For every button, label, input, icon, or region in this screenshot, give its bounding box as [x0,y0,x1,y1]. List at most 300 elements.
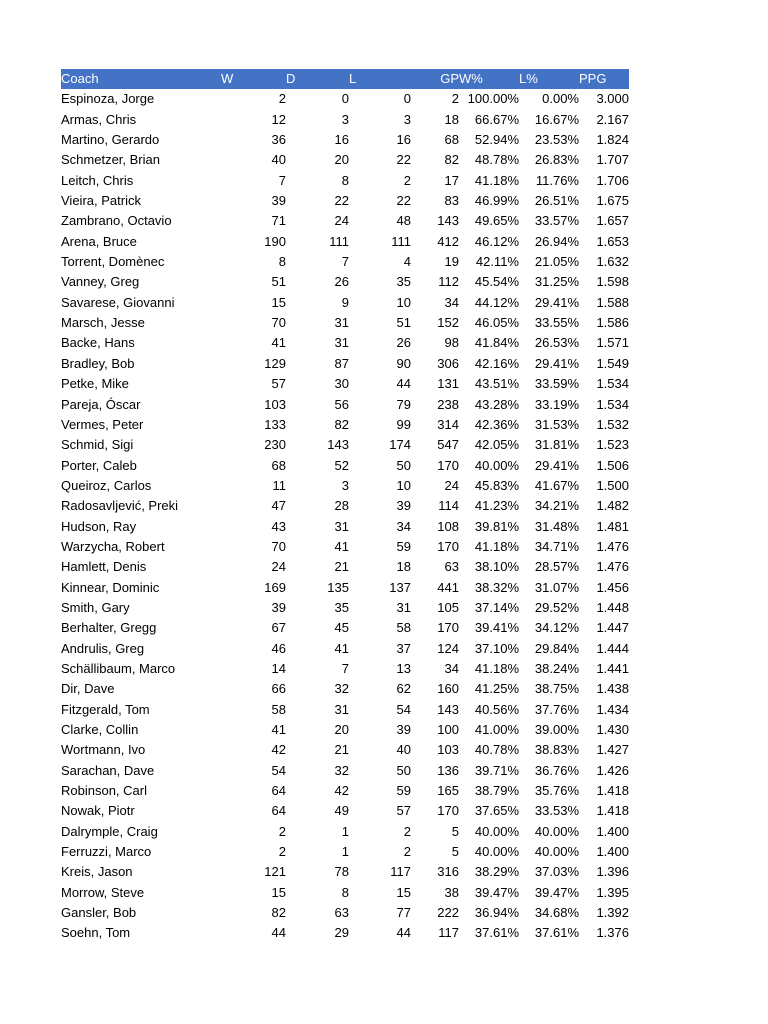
cell-games-played[interactable]: 160 [437,681,459,697]
cell-loss-pct[interactable]: 34.71% [534,538,579,554]
cell-draws[interactable]: 9 [341,294,349,310]
cell-wins[interactable]: 70 [271,538,286,554]
cell-losses[interactable]: 22 [396,193,411,209]
header-w-pct[interactable]: W% [459,71,483,86]
cell-coach-name[interactable]: Savarese, Giovanni [61,294,175,310]
cell-losses[interactable]: 44 [396,925,411,941]
cell-losses[interactable]: 40 [396,742,411,758]
cell-points-per-game[interactable]: 1.444 [596,640,629,656]
cell-games-played[interactable]: 143 [437,213,459,229]
cell-points-per-game[interactable]: 1.418 [596,803,629,819]
cell-loss-pct[interactable]: 37.61% [534,925,579,941]
cell-win-pct[interactable]: 40.00% [474,823,519,839]
cell-points-per-game[interactable]: 1.657 [596,213,629,229]
cell-points-per-game[interactable]: 1.500 [596,477,629,493]
cell-losses[interactable]: 37 [396,640,411,656]
cell-games-played[interactable]: 412 [437,233,459,249]
cell-draws[interactable]: 26 [334,274,349,290]
cell-losses[interactable]: 10 [396,477,411,493]
cell-points-per-game[interactable]: 1.456 [596,579,629,595]
cell-win-pct[interactable]: 40.56% [474,701,519,717]
cell-coach-name[interactable]: Kreis, Jason [61,864,133,880]
cell-win-pct[interactable]: 41.84% [474,335,519,351]
cell-wins[interactable]: 82 [271,905,286,921]
cell-coach-name[interactable]: Nowak, Piotr [61,803,135,819]
cell-losses[interactable]: 13 [396,660,411,676]
cell-loss-pct[interactable]: 31.53% [534,416,579,432]
cell-draws[interactable]: 63 [334,905,349,921]
cell-loss-pct[interactable]: 40.00% [534,844,579,860]
cell-win-pct[interactable]: 66.67% [474,111,519,127]
cell-coach-name[interactable]: Robinson, Carl [61,783,147,799]
cell-draws[interactable]: 16 [334,132,349,148]
cell-wins[interactable]: 133 [264,416,286,432]
cell-win-pct[interactable]: 48.78% [474,152,519,168]
cell-win-pct[interactable]: 39.71% [474,762,519,778]
cell-coach-name[interactable]: Martino, Gerardo [61,132,160,148]
cell-loss-pct[interactable]: 26.51% [534,193,579,209]
cell-win-pct[interactable]: 42.05% [474,437,519,453]
cell-losses[interactable]: 57 [396,803,411,819]
cell-points-per-game[interactable]: 1.598 [596,274,629,290]
cell-losses[interactable]: 4 [403,254,411,270]
cell-win-pct[interactable]: 52.94% [474,132,519,148]
cell-wins[interactable]: 2 [278,823,286,839]
cell-wins[interactable]: 68 [271,457,286,473]
cell-wins[interactable]: 24 [271,559,286,575]
cell-loss-pct[interactable]: 31.81% [534,437,579,453]
cell-losses[interactable]: 39 [396,498,411,514]
cell-draws[interactable]: 52 [334,457,349,473]
cell-coach-name[interactable]: Clarke, Collin [61,722,139,737]
cell-games-played[interactable]: 105 [437,599,459,615]
cell-games-played[interactable]: 108 [437,518,459,534]
cell-wins[interactable]: 2 [278,91,286,107]
cell-wins[interactable]: 2 [278,844,286,860]
cell-loss-pct[interactable]: 35.76% [534,783,579,799]
cell-draws[interactable]: 31 [334,518,349,534]
cell-loss-pct[interactable]: 11.76% [535,172,579,188]
cell-wins[interactable]: 230 [264,437,286,453]
cell-wins[interactable]: 51 [271,274,286,290]
cell-wins[interactable]: 11 [272,477,286,493]
cell-wins[interactable]: 7 [278,172,286,188]
cell-points-per-game[interactable]: 1.653 [596,233,629,249]
cell-losses[interactable]: 54 [396,701,411,717]
cell-win-pct[interactable]: 45.83% [474,477,519,493]
cell-games-played[interactable]: 17 [444,172,459,188]
cell-points-per-game[interactable]: 1.376 [596,925,629,941]
cell-losses[interactable]: 59 [396,538,411,554]
cell-win-pct[interactable]: 37.65% [474,803,519,819]
cell-games-played[interactable]: 82 [444,152,459,168]
cell-win-pct[interactable]: 40.00% [474,844,519,860]
cell-draws[interactable]: 3 [341,111,349,127]
cell-points-per-game[interactable]: 1.434 [596,701,629,717]
cell-points-per-game[interactable]: 1.534 [596,376,629,392]
cell-coach-name[interactable]: Porter, Caleb [61,457,137,473]
header-l-pct[interactable]: L% [519,71,538,86]
cell-losses[interactable]: 111 [391,233,411,249]
cell-points-per-game[interactable]: 1.534 [596,396,629,412]
cell-win-pct[interactable]: 41.00% [474,722,519,737]
cell-draws[interactable]: 21 [334,559,349,575]
header-l[interactable]: L [349,71,357,86]
cell-loss-pct[interactable]: 29.41% [534,457,579,473]
cell-games-played[interactable]: 306 [437,355,459,371]
cell-wins[interactable]: 15 [271,294,286,310]
cell-games-played[interactable]: 316 [437,864,459,880]
cell-wins[interactable]: 41 [271,722,286,737]
cell-loss-pct[interactable]: 34.68% [534,905,579,921]
cell-games-played[interactable]: 441 [437,579,459,595]
cell-win-pct[interactable]: 49.65% [474,213,519,229]
cell-games-played[interactable]: 165 [437,783,459,799]
cell-loss-pct[interactable]: 37.76% [534,701,579,717]
cell-wins[interactable]: 8 [278,254,286,270]
cell-loss-pct[interactable]: 41.67% [534,477,579,493]
cell-points-per-game[interactable]: 1.675 [596,193,629,209]
cell-games-played[interactable]: 24 [444,477,459,493]
cell-points-per-game[interactable]: 1.523 [596,437,629,453]
cell-loss-pct[interactable]: 31.48% [534,518,579,534]
cell-win-pct[interactable]: 39.41% [474,620,519,636]
cell-coach-name[interactable]: Backe, Hans [61,335,135,351]
cell-coach-name[interactable]: Schmid, Sigi [61,437,134,453]
cell-loss-pct[interactable]: 38.83% [534,742,579,758]
cell-coach-name[interactable]: Espinoza, Jorge [61,91,155,107]
cell-games-played[interactable]: 314 [437,416,459,432]
cell-points-per-game[interactable]: 1.438 [596,681,629,697]
cell-draws[interactable]: 31 [334,701,349,717]
cell-win-pct[interactable]: 44.12% [474,294,519,310]
cell-wins[interactable]: 15 [271,884,286,900]
cell-games-played[interactable]: 34 [444,294,459,310]
cell-coach-name[interactable]: Queiroz, Carlos [61,477,152,493]
cell-points-per-game[interactable]: 1.400 [596,823,629,839]
cell-points-per-game[interactable]: 1.395 [596,884,629,900]
cell-coach-name[interactable]: Leitch, Chris [61,172,134,188]
cell-loss-pct[interactable]: 33.19% [534,396,579,412]
cell-points-per-game[interactable]: 2.167 [596,111,629,127]
cell-wins[interactable]: 169 [264,579,286,595]
cell-win-pct[interactable]: 41.18% [474,660,519,676]
cell-coach-name[interactable]: Smith, Gary [61,599,130,615]
cell-loss-pct[interactable]: 23.53% [534,132,579,148]
cell-draws[interactable]: 135 [327,579,349,595]
cell-games-played[interactable]: 34 [444,660,459,676]
cell-wins[interactable]: 54 [271,762,286,778]
cell-losses[interactable]: 2 [403,172,411,188]
cell-wins[interactable]: 129 [264,355,286,371]
cell-coach-name[interactable]: Radosavljević, Preki [61,498,179,514]
cell-games-played[interactable]: 136 [437,762,459,778]
cell-win-pct[interactable]: 41.23% [474,498,519,514]
cell-win-pct[interactable]: 42.11% [475,254,519,270]
cell-coach-name[interactable]: Dir, Dave [61,681,115,697]
cell-losses[interactable]: 77 [396,905,411,921]
cell-losses[interactable]: 59 [396,783,411,799]
cell-wins[interactable]: 40 [271,152,286,168]
cell-wins[interactable]: 36 [271,132,286,148]
cell-points-per-game[interactable]: 1.482 [596,498,629,514]
cell-points-per-game[interactable]: 1.476 [596,559,629,575]
cell-points-per-game[interactable]: 1.441 [596,660,629,676]
cell-coach-name[interactable]: Andrulis, Greg [61,640,145,656]
cell-games-played[interactable]: 124 [437,640,459,656]
cell-losses[interactable]: 137 [389,579,411,595]
cell-wins[interactable]: 41 [271,335,286,351]
cell-coach-name[interactable]: Pareja, Óscar [61,396,141,412]
cell-losses[interactable]: 44 [396,376,411,392]
cell-loss-pct[interactable]: 33.53% [534,803,579,819]
cell-losses[interactable]: 90 [396,355,411,371]
cell-draws[interactable]: 20 [334,722,349,737]
cell-draws[interactable]: 0 [341,91,349,107]
cell-coach-name[interactable]: Petke, Mike [61,376,129,392]
cell-games-played[interactable]: 152 [437,315,459,331]
cell-losses[interactable]: 18 [396,559,411,575]
cell-points-per-game[interactable]: 1.632 [596,254,629,270]
cell-draws[interactable]: 29 [334,925,349,941]
cell-loss-pct[interactable]: 31.07% [534,579,579,595]
cell-loss-pct[interactable]: 38.75% [534,681,579,697]
cell-points-per-game[interactable]: 1.549 [596,355,629,371]
cell-wins[interactable]: 67 [271,620,286,636]
cell-draws[interactable]: 8 [341,884,349,900]
cell-losses[interactable]: 2 [403,823,411,839]
cell-losses[interactable]: 16 [396,132,411,148]
cell-win-pct[interactable]: 46.05% [474,315,519,331]
cell-draws[interactable]: 143 [327,437,349,453]
cell-games-played[interactable]: 5 [451,823,459,839]
cell-coach-name[interactable]: Hamlett, Denis [61,559,147,575]
cell-draws[interactable]: 31 [334,315,349,331]
cell-loss-pct[interactable]: 33.57% [534,213,579,229]
cell-coach-name[interactable]: Armas, Chris [61,111,137,127]
cell-wins[interactable]: 103 [264,396,286,412]
cell-points-per-game[interactable]: 1.430 [596,722,629,737]
cell-losses[interactable]: 22 [396,152,411,168]
cell-games-played[interactable]: 222 [437,905,459,921]
cell-losses[interactable]: 50 [396,457,411,473]
cell-losses[interactable]: 34 [396,518,411,534]
cell-wins[interactable]: 66 [271,681,286,697]
cell-coach-name[interactable]: Fitzgerald, Tom [61,701,150,717]
cell-coach-name[interactable]: Arena, Bruce [61,233,137,249]
cell-draws[interactable]: 82 [334,416,349,432]
cell-draws[interactable]: 45 [334,620,349,636]
cell-wins[interactable]: 12 [271,111,286,127]
cell-win-pct[interactable]: 37.14% [474,599,519,615]
cell-losses[interactable]: 174 [389,437,411,453]
cell-wins[interactable]: 43 [271,518,286,534]
cell-coach-name[interactable]: Torrent, Domènec [61,254,165,270]
cell-win-pct[interactable]: 37.61% [474,925,519,941]
cell-losses[interactable]: 15 [396,884,411,900]
cell-win-pct[interactable]: 46.99% [474,193,519,209]
cell-draws[interactable]: 1 [341,844,349,860]
cell-win-pct[interactable]: 39.47% [474,884,519,900]
cell-draws[interactable]: 31 [334,335,349,351]
cell-draws[interactable]: 8 [341,172,349,188]
cell-coach-name[interactable]: Berhalter, Gregg [61,620,157,636]
cell-win-pct[interactable]: 38.10% [474,559,519,575]
cell-draws[interactable]: 41 [334,640,349,656]
cell-loss-pct[interactable]: 29.41% [534,294,579,310]
cell-draws[interactable]: 41 [334,538,349,554]
cell-points-per-game[interactable]: 1.476 [596,538,629,554]
cell-points-per-game[interactable]: 1.427 [596,742,629,758]
cell-games-played[interactable]: 19 [444,254,459,270]
cell-win-pct[interactable]: 43.28% [474,396,519,412]
cell-wins[interactable]: 57 [271,376,286,392]
cell-wins[interactable]: 121 [264,864,286,880]
cell-points-per-game[interactable]: 1.448 [596,599,629,615]
cell-draws[interactable]: 20 [334,152,349,168]
cell-wins[interactable]: 71 [271,213,286,229]
cell-draws[interactable]: 22 [334,193,349,209]
cell-losses[interactable]: 58 [396,620,411,636]
cell-games-played[interactable]: 131 [437,376,459,392]
cell-games-played[interactable]: 83 [444,193,459,209]
cell-points-per-game[interactable]: 1.588 [596,294,629,310]
cell-loss-pct[interactable]: 26.53% [534,335,579,351]
cell-wins[interactable]: 64 [271,783,286,799]
cell-loss-pct[interactable]: 38.24% [534,660,579,676]
cell-losses[interactable]: 3 [403,111,411,127]
cell-loss-pct[interactable]: 26.94% [534,233,579,249]
cell-draws[interactable]: 7 [341,254,349,270]
cell-games-played[interactable]: 18 [444,111,459,127]
cell-loss-pct[interactable]: 16.67% [534,111,579,127]
cell-points-per-game[interactable]: 1.506 [596,457,629,473]
cell-win-pct[interactable]: 45.54% [474,274,519,290]
cell-losses[interactable]: 39 [396,722,411,737]
cell-points-per-game[interactable]: 1.706 [596,172,629,188]
cell-points-per-game[interactable]: 1.707 [596,152,629,168]
cell-wins[interactable]: 46 [271,640,286,656]
cell-draws[interactable]: 87 [334,355,349,371]
cell-win-pct[interactable]: 38.32% [474,579,519,595]
cell-games-played[interactable]: 68 [444,132,459,148]
cell-coach-name[interactable]: Zambrano, Octavio [61,213,172,229]
cell-loss-pct[interactable]: 36.76% [534,762,579,778]
cell-wins[interactable]: 39 [271,599,286,615]
cell-losses[interactable]: 2 [403,844,411,860]
cell-draws[interactable]: 56 [334,396,349,412]
cell-loss-pct[interactable]: 29.41% [534,355,579,371]
cell-wins[interactable]: 14 [271,660,286,676]
cell-games-played[interactable]: 143 [437,701,459,717]
cell-win-pct[interactable]: 42.36% [474,416,519,432]
cell-loss-pct[interactable]: 39.47% [534,884,579,900]
cell-games-played[interactable]: 112 [438,274,459,290]
header-w[interactable]: W [221,71,234,86]
cell-draws[interactable]: 35 [334,599,349,615]
cell-games-played[interactable]: 117 [438,925,459,941]
cell-wins[interactable]: 44 [271,925,286,941]
cell-coach-name[interactable]: Warzycha, Robert [61,538,165,554]
cell-win-pct[interactable]: 42.16% [474,355,519,371]
cell-win-pct[interactable]: 40.00% [474,457,519,473]
cell-coach-name[interactable]: Gansler, Bob [61,905,137,921]
cell-points-per-game[interactable]: 1.426 [596,762,629,778]
cell-loss-pct[interactable]: 34.21% [534,498,579,514]
cell-draws[interactable]: 21 [334,742,349,758]
cell-coach-name[interactable]: Wortmann, Ivo [61,742,146,758]
cell-coach-name[interactable]: Morrow, Steve [61,884,145,900]
cell-loss-pct[interactable]: 26.83% [534,152,579,168]
cell-coach-name[interactable]: Dalrymple, Craig [61,823,158,839]
cell-draws[interactable]: 32 [334,681,349,697]
cell-coach-name[interactable]: Kinnear, Dominic [61,579,160,595]
cell-coach-name[interactable]: Schmetzer, Brian [61,152,160,168]
cell-coach-name[interactable]: Hudson, Ray [61,518,137,534]
header-ppg[interactable]: PPG [579,71,607,86]
cell-losses[interactable]: 50 [396,762,411,778]
cell-coach-name[interactable]: Ferruzzi, Marco [61,844,152,860]
cell-games-played[interactable]: 170 [437,620,459,636]
cell-losses[interactable]: 62 [396,681,411,697]
cell-wins[interactable]: 190 [264,233,286,249]
cell-draws[interactable]: 1 [341,823,349,839]
cell-points-per-game[interactable]: 1.400 [596,844,629,860]
cell-wins[interactable]: 42 [271,742,286,758]
cell-loss-pct[interactable]: 37.03% [534,864,579,880]
cell-games-played[interactable]: 547 [437,437,459,453]
cell-coach-name[interactable]: Sarachan, Dave [61,762,155,778]
header-coach[interactable]: Coach [61,71,99,86]
cell-win-pct[interactable]: 41.25% [474,681,519,697]
cell-losses[interactable]: 79 [396,396,411,412]
cell-points-per-game[interactable]: 1.586 [596,315,629,331]
cell-draws[interactable]: 28 [334,498,349,514]
cell-loss-pct[interactable]: 33.59% [534,376,579,392]
cell-draws[interactable]: 7 [341,660,349,676]
cell-draws[interactable]: 24 [334,213,349,229]
cell-losses[interactable]: 48 [396,213,411,229]
cell-win-pct[interactable]: 46.12% [474,233,519,249]
cell-win-pct[interactable]: 41.18% [474,172,519,188]
cell-draws[interactable]: 32 [334,762,349,778]
cell-wins[interactable]: 58 [271,701,286,717]
cell-draws[interactable]: 49 [334,803,349,819]
cell-loss-pct[interactable]: 31.25% [534,274,579,290]
cell-games-played[interactable]: 98 [444,335,459,351]
cell-win-pct[interactable]: 39.81% [474,518,519,534]
cell-wins[interactable]: 47 [271,498,286,514]
cell-loss-pct[interactable]: 33.55% [534,315,579,331]
cell-coach-name[interactable]: Vermes, Peter [61,416,144,432]
cell-points-per-game[interactable]: 1.824 [596,132,629,148]
cell-wins[interactable]: 64 [271,803,286,819]
cell-games-played[interactable]: 170 [437,457,459,473]
cell-loss-pct[interactable]: 0.00% [542,91,579,107]
cell-loss-pct[interactable]: 21.05% [534,254,579,270]
cell-loss-pct[interactable]: 34.12% [534,620,579,636]
cell-games-played[interactable]: 38 [444,884,459,900]
cell-games-played[interactable]: 170 [437,803,459,819]
cell-win-pct[interactable]: 38.29% [474,864,519,880]
cell-losses[interactable]: 26 [396,335,411,351]
cell-points-per-game[interactable]: 1.571 [596,335,629,351]
cell-losses[interactable]: 31 [396,599,411,615]
cell-games-played[interactable]: 5 [451,844,459,860]
header-gp[interactable]: GP [440,71,459,86]
cell-loss-pct[interactable]: 29.52% [534,599,579,615]
cell-games-played[interactable]: 114 [438,498,459,514]
